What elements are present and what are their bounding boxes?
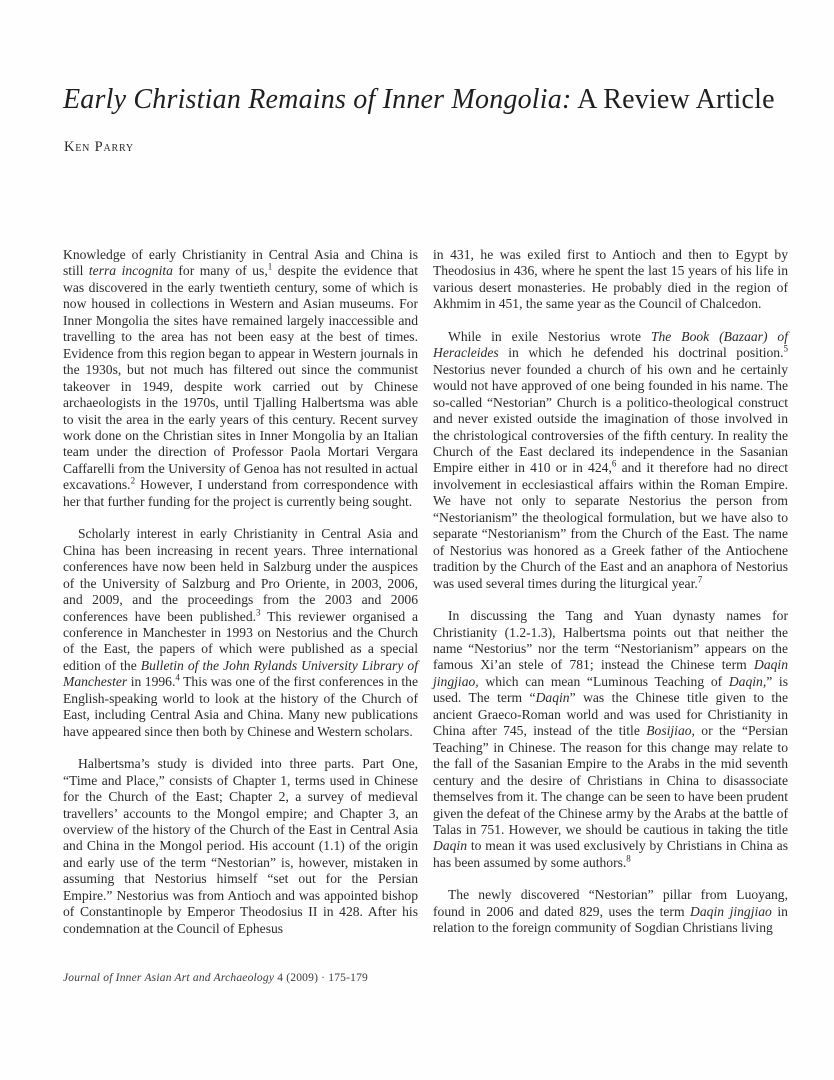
footnote-marker: 4 — [175, 672, 180, 683]
article-title-italic-part: Early Christian Remains of Inner Mongolia: — [63, 84, 572, 115]
footnote-marker: 8 — [626, 853, 631, 864]
author-name: Ken Parry — [64, 139, 134, 155]
footnote-marker: 2 — [130, 475, 136, 486]
paragraph: The newly discovered “Nestorian” pillar from Luoyang, found in 2006 and dated 829, uses the term Daqin jingjiao in relation to the foreign community of Sogdian Christians living — [433, 887, 788, 936]
paragraph: Scholarly interest in early Christianity in Central Asia and China has been increasing in recent years. Three international conferences have now been held in Salzburg under the auspices of the University of Salzburg and Pro Oriente, in 2003, 2006, and 2009, and the proceedings from the 2003 and 2006 conferences have been published.$^3$ This reviewer organised a conference in Manchester in 1993 on Nestorius and the Church of the East, the papers of which were published as a special edition of the Bulletin of the John Rylands University Library of Manchester in 1996.$^4$ This was one of the first conferences in the English-speaking world to look at the history of the Church of East, including Central Asia and China. Many new publications have appeared since then both by Chinese and Western scholars. — [63, 526, 418, 739]
journal-name: Journal of Inner Asian Art and Archaeology — [63, 972, 275, 984]
article-body — [63, 247, 788, 937]
journal-footer — [63, 972, 368, 984]
paragraph: In discussing the Tang and Yuan dynasty names for Christianity (1.2-1.3), Halbertsma points out that neither the name “Nestorius” nor the term “Nestorianism” appears on the famous Xi’an stele of 781; instead the Chinese term Daqin jingjiao, which can mean “Luminous Teaching of Daqin,” is used. The term “Daqin” was the Chinese title given to the ancient Graeco-Roman world and was used for Christianity in China after 745, instead of the title Bosijiao, or the “Persian Teaching” in Chinese. The reason for this change may relate to the fall of the Sasanian Empire to the Arabs in the mid seventh century and the desire of Christians in China to disassociate themselves from it. The change can be seen to have been prudent given the defeat of the Chinese army by the Arabs at the battle of Talas in 751. However, we should be cautious in taking the title Daqin to mean it was used exclusively by Christians in China as has been assumed by some authors.$^8$ — [433, 608, 788, 870]
paragraph: Knowledge of early Christianity in Central Asia and China is still terra incognita for many of us,$^1$ despite the evidence that was discovered in the early twentieth century, some of which is now housed in collections in Western and Asian museums. For Inner Mongolia the sites have remained largely inaccessible and travelling to the area has not been easy at the best of times. Evidence from this region began to appear in Western journals in the 1930s, but not much has filtered out since the communist takeover in 1949, despite work carried out by Chinese archaeologists in the 1970s, until Tjalling Halbertsma was able to visit the area in the early years of this century. Recent survey work done on the Christian sites in Inner Mongolia by an Italian team under the direction of Professor Paola Mortari Vergara Caffarelli from the University of Genoa has not resulted in actual excavations.$^2$ However, I understand from correspondence with her that further funding for the project is currently being sought. — [63, 247, 418, 509]
paragraph: While in exile Nestorius wrote The Book (Bazaar) of Heracleides in which he defended his doctrinal position.$^5$ Nestorius never founded a church of his own and he certainly would not have approved of one being founded in his name. The so-called “Nestorian” Church is a politico-theological construct and never existed outside the imagination of those involved in the christological controversies of the fifth century. In reality the Church of the East declared its independence in the Sasanian Empire either in 410 or in 424,$^6$ and it therefore had no direct involvement in ecclesiastical affairs within the Roman Empire. We have not only to separate Nestorius the person from “Nestorianism” the theological formulation, but we have also to separate “Nestorianism” from the Church of the East. The name of Nestorius was honored as a Greek father of the Antiochene tradition by the Church of the East and an anaphora of Nestorius was used several times during the liturgical year.$^7$ — [433, 328, 788, 591]
footnote-marker: 3 — [256, 606, 261, 617]
paragraph: in 431, he was exiled first to Antioch and then to Egypt by Theodosius in 436, where he spent the last 15 years of his life in various desert monasteries. He probably died in the region of Akhmim in 451, the same year as the Council of Chalcedon. — [433, 247, 788, 312]
footnote-marker: 6 — [611, 458, 617, 469]
paragraph: Halbertsma’s study is divided into three parts. Part One, “Time and Place,” consists of Chapter 1, terms used in Chinese for the Church of the East; Chapter 2, a survey of medieval travellers’ accounts to the Mongol empire; and Chapter 3, an overview of the history of the Church of the East in Central Asia and China in the Mongol period. His account (1.1) of the origin and early use of the term “Nestorian” is, however, mistaken in assuming that Nestorius himself “set out for the Persian Empire.” Nestorius was from Antioch and was appointed bishop of Constantinople by Emperor Theodosius II in 428. After his condemnation at the Council of Ephesus — [63, 756, 418, 936]
footnote-marker: 1 — [267, 261, 273, 272]
journal-issue-pages: 4 (2009) · 175-179 — [274, 972, 369, 984]
footnote-marker: 5 — [783, 343, 788, 354]
article-title — [63, 84, 783, 116]
left-column — [63, 247, 418, 937]
footnote-marker: 7 — [697, 574, 703, 585]
right-column — [433, 247, 788, 937]
article-title-roman-part: A Review Article — [571, 84, 775, 115]
